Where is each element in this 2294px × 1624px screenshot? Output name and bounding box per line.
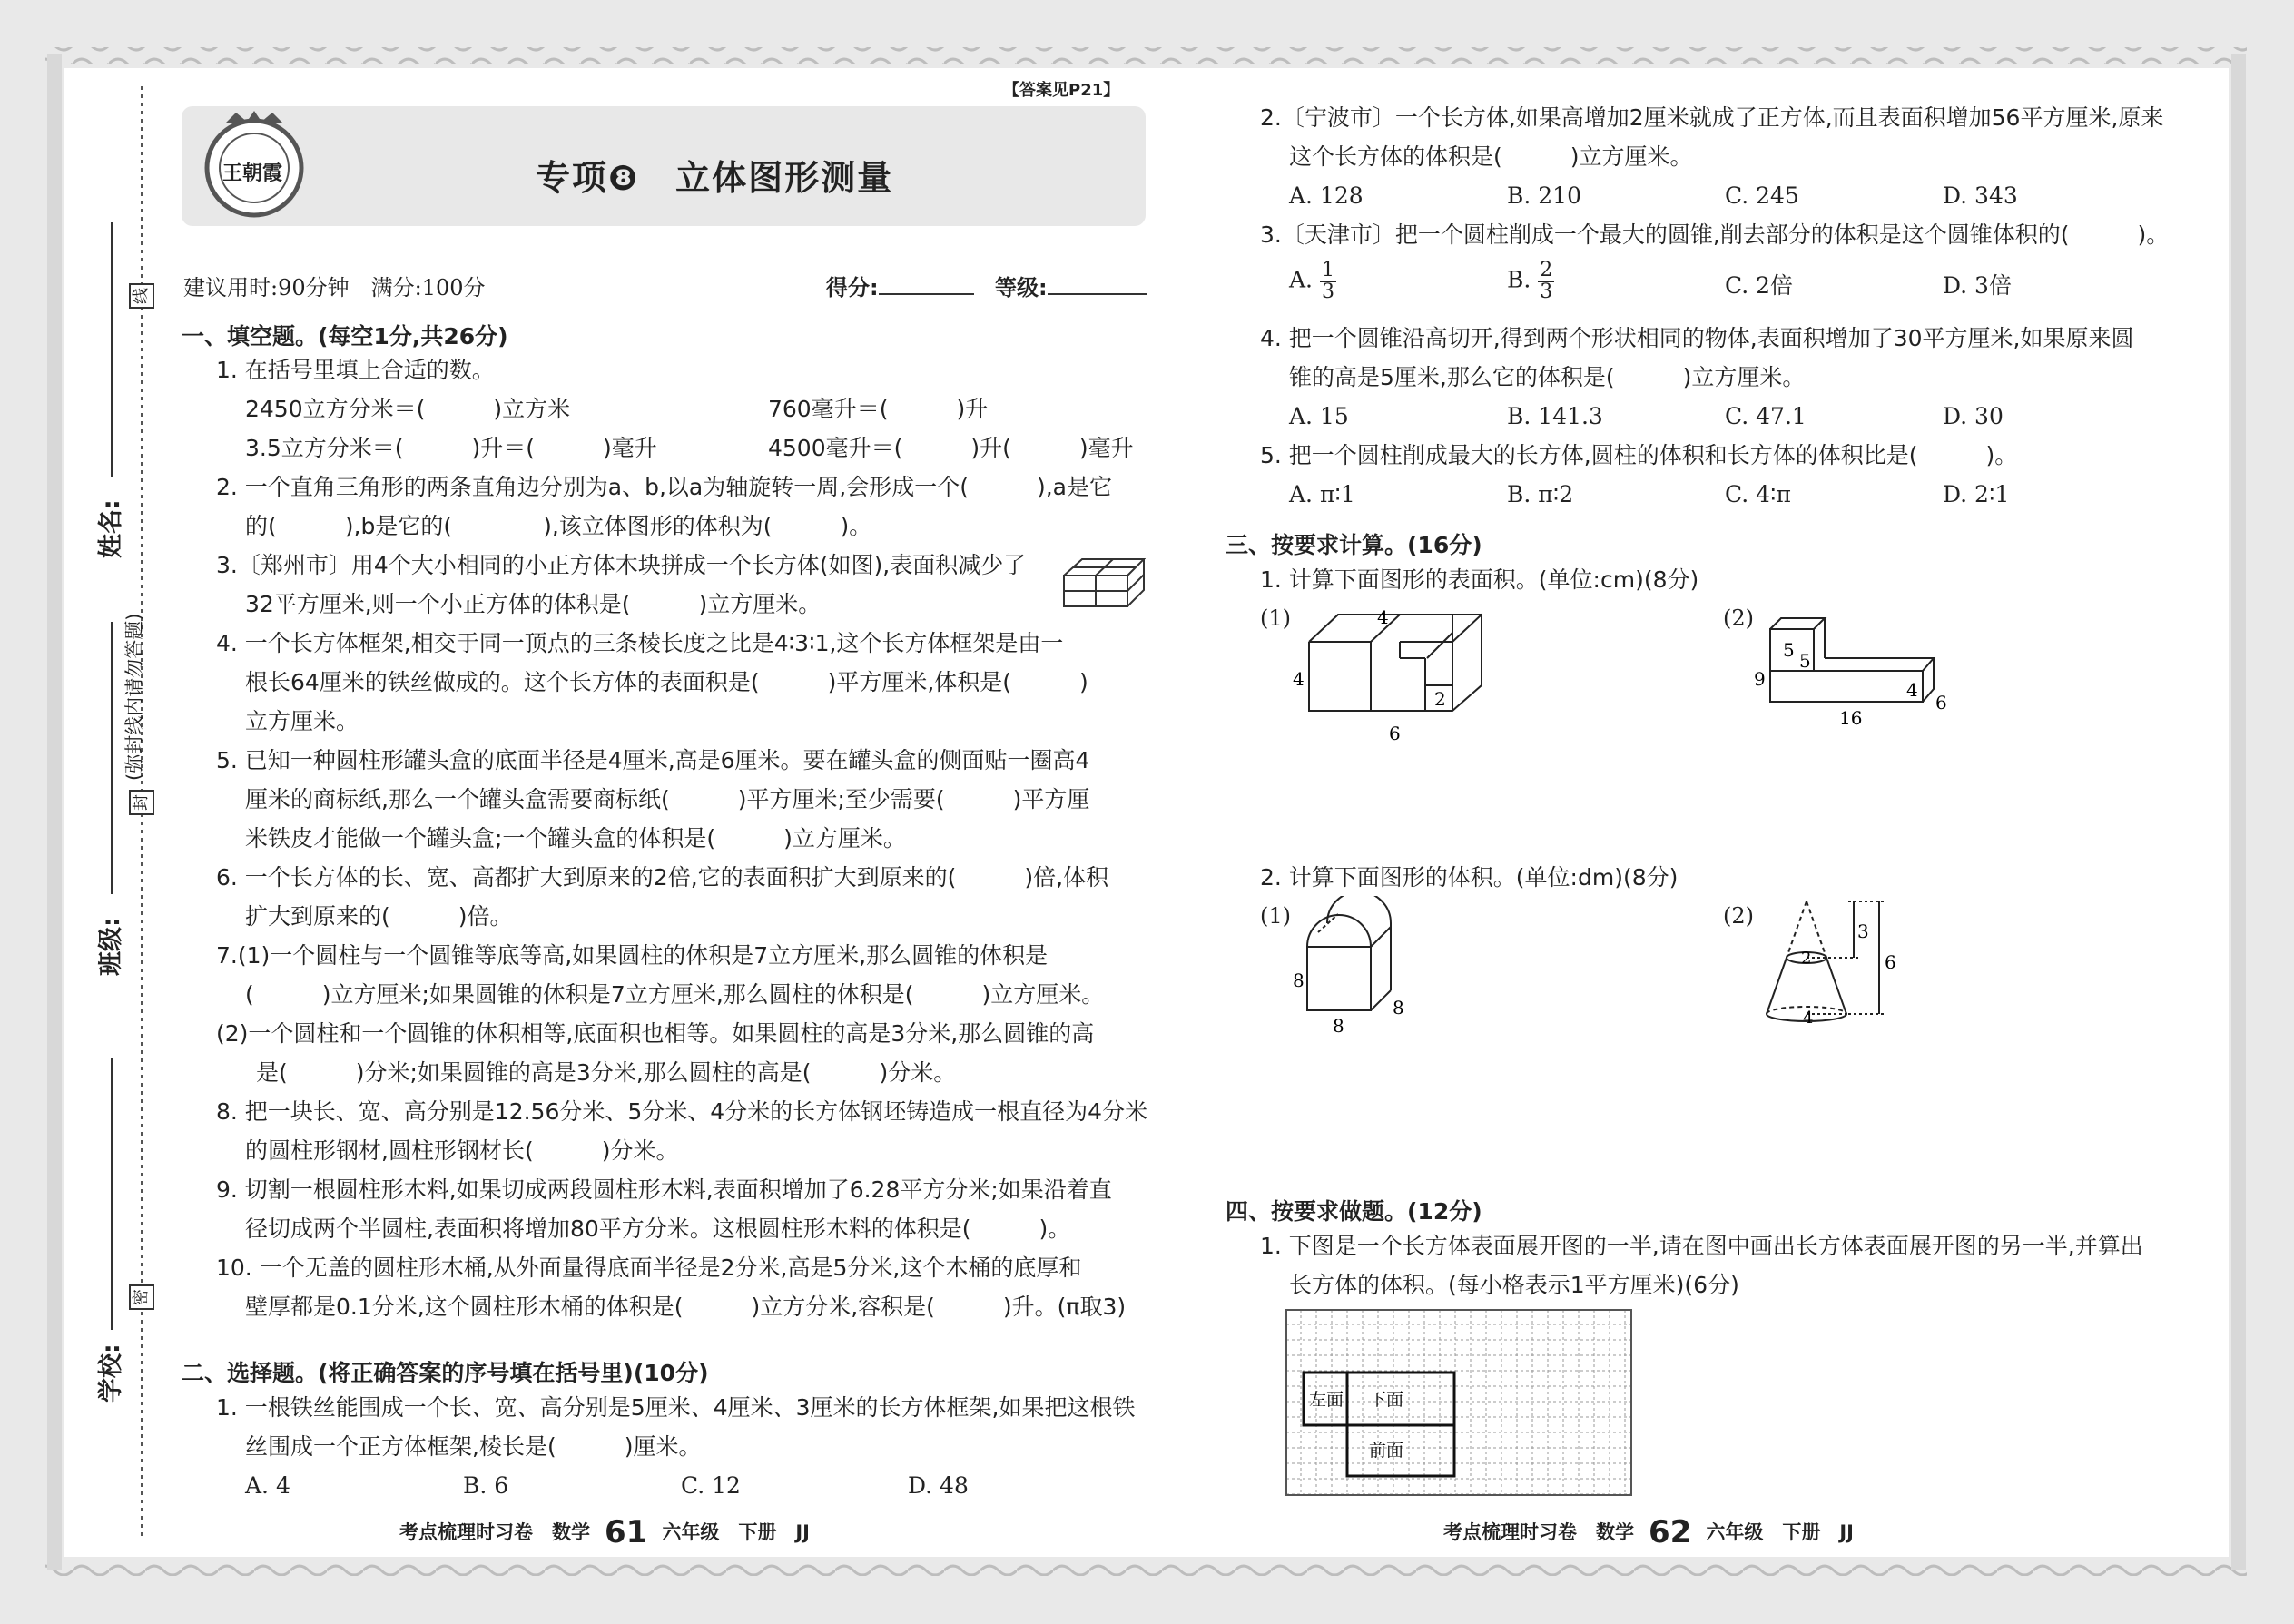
frac-den: 3 (1540, 281, 1553, 303)
q9-line1: 9. 切割一根圆柱形木料,如果切成两段圆柱形木料,表面积增加了6.28平方分米;如果沿着直 (216, 1176, 1112, 1203)
choice4-option-a: A. 15 (1289, 403, 1349, 429)
q3-line2: 32平方厘米,则一个小正方体的体积是( )立方厘米。 (245, 591, 822, 617)
choice5-option-c: C. 4∶π (1725, 481, 1791, 507)
fig4-label: (2) (1723, 903, 1754, 929)
choice4-line1: 4. 把一个圆锥沿高切开,得到两个形状相同的物体,表面积增加了30平方厘米,如果原来圆 (1260, 325, 2134, 351)
l-prism-figure (1752, 602, 2033, 747)
q2-line2: 的( ),b是它的( ),该立体图形的体积为( )。 (245, 513, 872, 539)
choice3-option-c: C. 2倍 (1725, 272, 1794, 299)
class-line (111, 622, 113, 894)
q5-line1: 5. 已知一种圆柱形罐头盒的底面半径是4厘米,高是6厘米。要在罐头盒的侧面贴一圈高4 (216, 747, 1090, 773)
section-3-heading: 三、按要求计算。(16分) (1226, 532, 1482, 558)
fraction-one-third (1320, 261, 1336, 302)
s4-q1-line2: 长方体的体积。(每小格表示1平方厘米)(6分) (1289, 1272, 1739, 1298)
choice1-option-a: A. 4 (245, 1472, 290, 1499)
grade-label: 等级: (995, 275, 1048, 300)
frac-num: 1 (1321, 259, 1334, 281)
net-left-face: 左面 (1309, 1390, 1344, 1410)
choice2-line1: 2.〔宁波市〕一个长方体,如果高增加2厘米就成了正方体,而且表面积增加56平方厘米,原来 (1260, 104, 2164, 131)
footer-left-after: 六年级 下册 JJ (662, 1521, 810, 1543)
choice5-option-d: D. 2∶1 (1943, 481, 2010, 507)
answer-reference: 【答案见P21】 (1003, 81, 1120, 100)
q1b: 760毫升＝( )升 (768, 396, 989, 422)
fig4-label-top-diam: 2 (1801, 949, 1812, 968)
choice4-option-b: B. 141.3 (1507, 403, 1603, 429)
q7-line2: ( )立方厘米;如果圆锥的体积是7立方厘米,那么圆柱的体积是( )立方厘米。 (245, 981, 1105, 1008)
footer-right-after: 六年级 下册 JJ (1706, 1521, 1854, 1543)
footer-left (399, 1514, 810, 1550)
fig1-label-left: 4 (1293, 668, 1305, 690)
q4-line2: 根长64厘米的铁丝做成的。这个长方体的表面积是( )平方厘米,体积是( ) (245, 669, 1088, 695)
exam-sheet (64, 68, 2229, 1557)
q2-line1: 2. 一个直角三角形的两条直角边分别为a、b,以a为轴旋转一周,会形成一个( ),a是它 (216, 474, 1112, 500)
choice2-line2: 这个长方体的体积是( )立方厘米。 (1289, 143, 1693, 170)
footer-right-text: 考点梳理时习卷 数学 (1443, 1521, 1634, 1543)
q4-line1: 4. 一个长方体框架,相交于同一顶点的三条棱长度之比是4∶3∶1,这个长方体框架是由一 (216, 630, 1064, 656)
net-grid[interactable] (1285, 1309, 1634, 1498)
net-front-face: 前面 (1369, 1441, 1404, 1461)
q7-line3: (2)一个圆柱和一个圆锥的体积相等,底面积也相等。如果圆柱的高是3分米,那么圆锥的高 (216, 1020, 1095, 1047)
fig1-label-bottom: 6 (1389, 723, 1401, 744)
fig2-label: (2) (1723, 605, 1754, 631)
q1a: 2450立方分米＝( )立方米 (245, 396, 571, 422)
q7-line4: 是( )分米;如果圆锥的高是3分米,那么圆柱的高是( )分米。 (256, 1059, 957, 1086)
fig2-label-depth: 6 (1935, 692, 1947, 714)
s4-q1-line1: 1. 下图是一个长方体表面展开图的一半,请在图中画出长方体表面展开图的另一半,并算出 (1260, 1233, 2143, 1259)
choice2-option-c: C. 245 (1725, 182, 1799, 209)
choice3-option-b (1507, 261, 1554, 302)
fig4-label-top-height: 3 (1857, 920, 1869, 942)
choice1-option-c: C. 12 (681, 1472, 741, 1499)
choice1-line1: 1. 一根铁丝能围成一个长、宽、高分别是5厘米、4厘米、3厘米的长方体框架,如果把这根铁 (216, 1394, 1136, 1421)
frac-num: 2 (1540, 259, 1553, 281)
q7-line1: 7.(1)一个圆柱与一个圆锥等底等高,如果圆柱的体积是7立方厘米,那么圆锥的体积是 (216, 942, 1049, 969)
choice3-b-prefix: B. (1507, 266, 1531, 293)
section-1-heading: 一、填空题。(每空1分,共26分) (182, 323, 508, 349)
q8-line1: 8. 把一块长、宽、高分别是12.56分米、5分米、4分米的长方体钢坯铸造成一根直径为4分米 (216, 1098, 1148, 1125)
choice3-option-a (1289, 261, 1336, 302)
fig3-label-height: 8 (1293, 969, 1305, 991)
choice4-option-d: D. 30 (1943, 403, 2004, 429)
frustum-figure (1752, 896, 1952, 1050)
q3-line1: 3.〔郑州市〕用4个大小相同的小正方体木块拼成一个长方体(如图),表面积减少了 (216, 552, 1027, 578)
choice5: 5. 把一个圆柱削成最大的长方体,圆柱的体积和长方体的体积比是( )。 (1260, 442, 2018, 468)
choice2-option-d: D. 343 (1943, 182, 2018, 209)
seal-note: (弥封线内请勿答题) (123, 613, 145, 781)
choice2-option-b: B. 210 (1507, 182, 1581, 209)
choice5-option-a: A. π∶1 (1289, 481, 1355, 507)
seal-seal-char: 封 (129, 790, 154, 815)
time-limit: 建议用时:90分钟 满分:100分 (183, 275, 486, 300)
q5-line3: 米铁皮才能做一个罐头盒;一个罐头盒的体积是( )立方厘米。 (245, 825, 906, 851)
q10-line1: 10. 一个无盖的圆柱形木桶,从外面量得底面半径是2分米,高是5分米,这个木桶的底厚和 (216, 1255, 1082, 1281)
class-label: 班级: (97, 917, 125, 976)
fig4-label-bottom-diam: 4 (1803, 1009, 1814, 1028)
fig4-label-total-height: 6 (1885, 951, 1896, 973)
fig2-label-4: 4 (1906, 679, 1918, 701)
fig2-label-length: 16 (1839, 707, 1863, 729)
section-4-heading: 四、按要求做题。(12分) (1226, 1198, 1482, 1225)
choice3: 3.〔天津市〕把一个圆柱削成一个最大的圆锥,削去部分的体积是这个圆锥体积的( )。 (1260, 221, 2170, 248)
choice4-line2: 锥的高是5厘米,那么它的体积是( )立方厘米。 (1289, 364, 1806, 390)
fig3-label: (1) (1260, 903, 1291, 929)
choice3-a-prefix: A. (1289, 266, 1314, 293)
fig1-label-inner: 2 (1434, 688, 1446, 710)
choice2-option-a: A. 128 (1289, 182, 1364, 209)
q9-line2: 径切成两个半圆柱,表面积将增加80平方分米。这根圆柱形木料的体积是( )。 (245, 1216, 1071, 1242)
fig2-label-a: 5 (1783, 639, 1795, 661)
score-label: 得分: (826, 275, 879, 300)
q4-line3: 立方厘米。 (245, 708, 359, 734)
fig3-label-depth: 8 (1393, 997, 1404, 1019)
fig2-label-b: 5 (1799, 650, 1811, 672)
page-number-left: 61 (605, 1514, 648, 1550)
fig3-label-width: 8 (1333, 1015, 1344, 1037)
name-label: 姓名: (97, 499, 125, 558)
footer-left-text: 考点梳理时习卷 数学 (399, 1521, 590, 1543)
logo-text: 王朝霞 (222, 162, 283, 185)
q1d: 4500毫升＝( )升( )毫升 (768, 435, 1134, 461)
q6-line1: 6. 一个长方体的长、宽、高都扩大到原来的2倍,它的表面积扩大到原来的( )倍,体积 (216, 864, 1109, 891)
score-field[interactable] (879, 293, 974, 295)
grade-field[interactable] (1048, 293, 1147, 295)
choice1-option-d: D. 48 (908, 1472, 969, 1499)
footer-right (1443, 1514, 1854, 1550)
q6-line2: 扩大到原来的( )倍。 (245, 903, 513, 930)
school-label: 学校: (97, 1343, 125, 1403)
seal-line-char: 线 (129, 283, 154, 309)
net-bottom-face: 下面 (1369, 1390, 1404, 1410)
seal-secret-char: 密 (129, 1284, 154, 1310)
step-prism-figure (1291, 604, 1518, 749)
q10-line2: 壁厚都是0.1分米,这个圆柱形木桶的体积是( )立方分米,容积是( )升。(π取3) (245, 1294, 1127, 1320)
s3-q1: 1. 计算下面图形的表面积。(单位:cm)(8分) (1260, 566, 1699, 593)
q1c: 3.5立方分米＝( )升＝( )毫升 (245, 435, 657, 461)
q1: 1. 在括号里填上合适的数。 (216, 357, 495, 383)
section-2-heading: 二、选择题。(将正确答案的序号填在括号里)(10分) (182, 1360, 709, 1386)
q5-line2: 厘米的商标纸,那么一个罐头盒需要商标纸( )平方厘米;至少需要( )平方厘 (245, 786, 1090, 812)
choice3-option-d: D. 3倍 (1943, 272, 2012, 299)
fig2-label-height: 9 (1754, 668, 1766, 690)
school-line (111, 1058, 113, 1330)
fig1-label: (1) (1260, 605, 1291, 631)
q8-line2: 的圆柱形钢材,圆柱形钢材长( )分米。 (245, 1137, 679, 1164)
page-number-right: 62 (1649, 1514, 1692, 1550)
choice4-option-c: C. 47.1 (1725, 403, 1807, 429)
fraction-two-thirds (1538, 261, 1554, 302)
choice1-option-b: B. 6 (463, 1472, 509, 1499)
fig1-label-top: 4 (1377, 606, 1389, 628)
choice1-line2: 丝围成一个正方体框架,棱长是( )厘米。 (245, 1433, 702, 1460)
arch-prism-figure (1291, 896, 1472, 1041)
cubes-figure (1062, 556, 1146, 610)
choice5-option-b: B. π∶2 (1507, 481, 1574, 507)
name-line (111, 222, 113, 477)
frac-den: 3 (1321, 281, 1334, 303)
s3-q2: 2. 计算下面图形的体积。(单位:dm)(8分) (1260, 864, 1679, 891)
page-title: 专项❽ 立体图形测量 (536, 158, 894, 198)
